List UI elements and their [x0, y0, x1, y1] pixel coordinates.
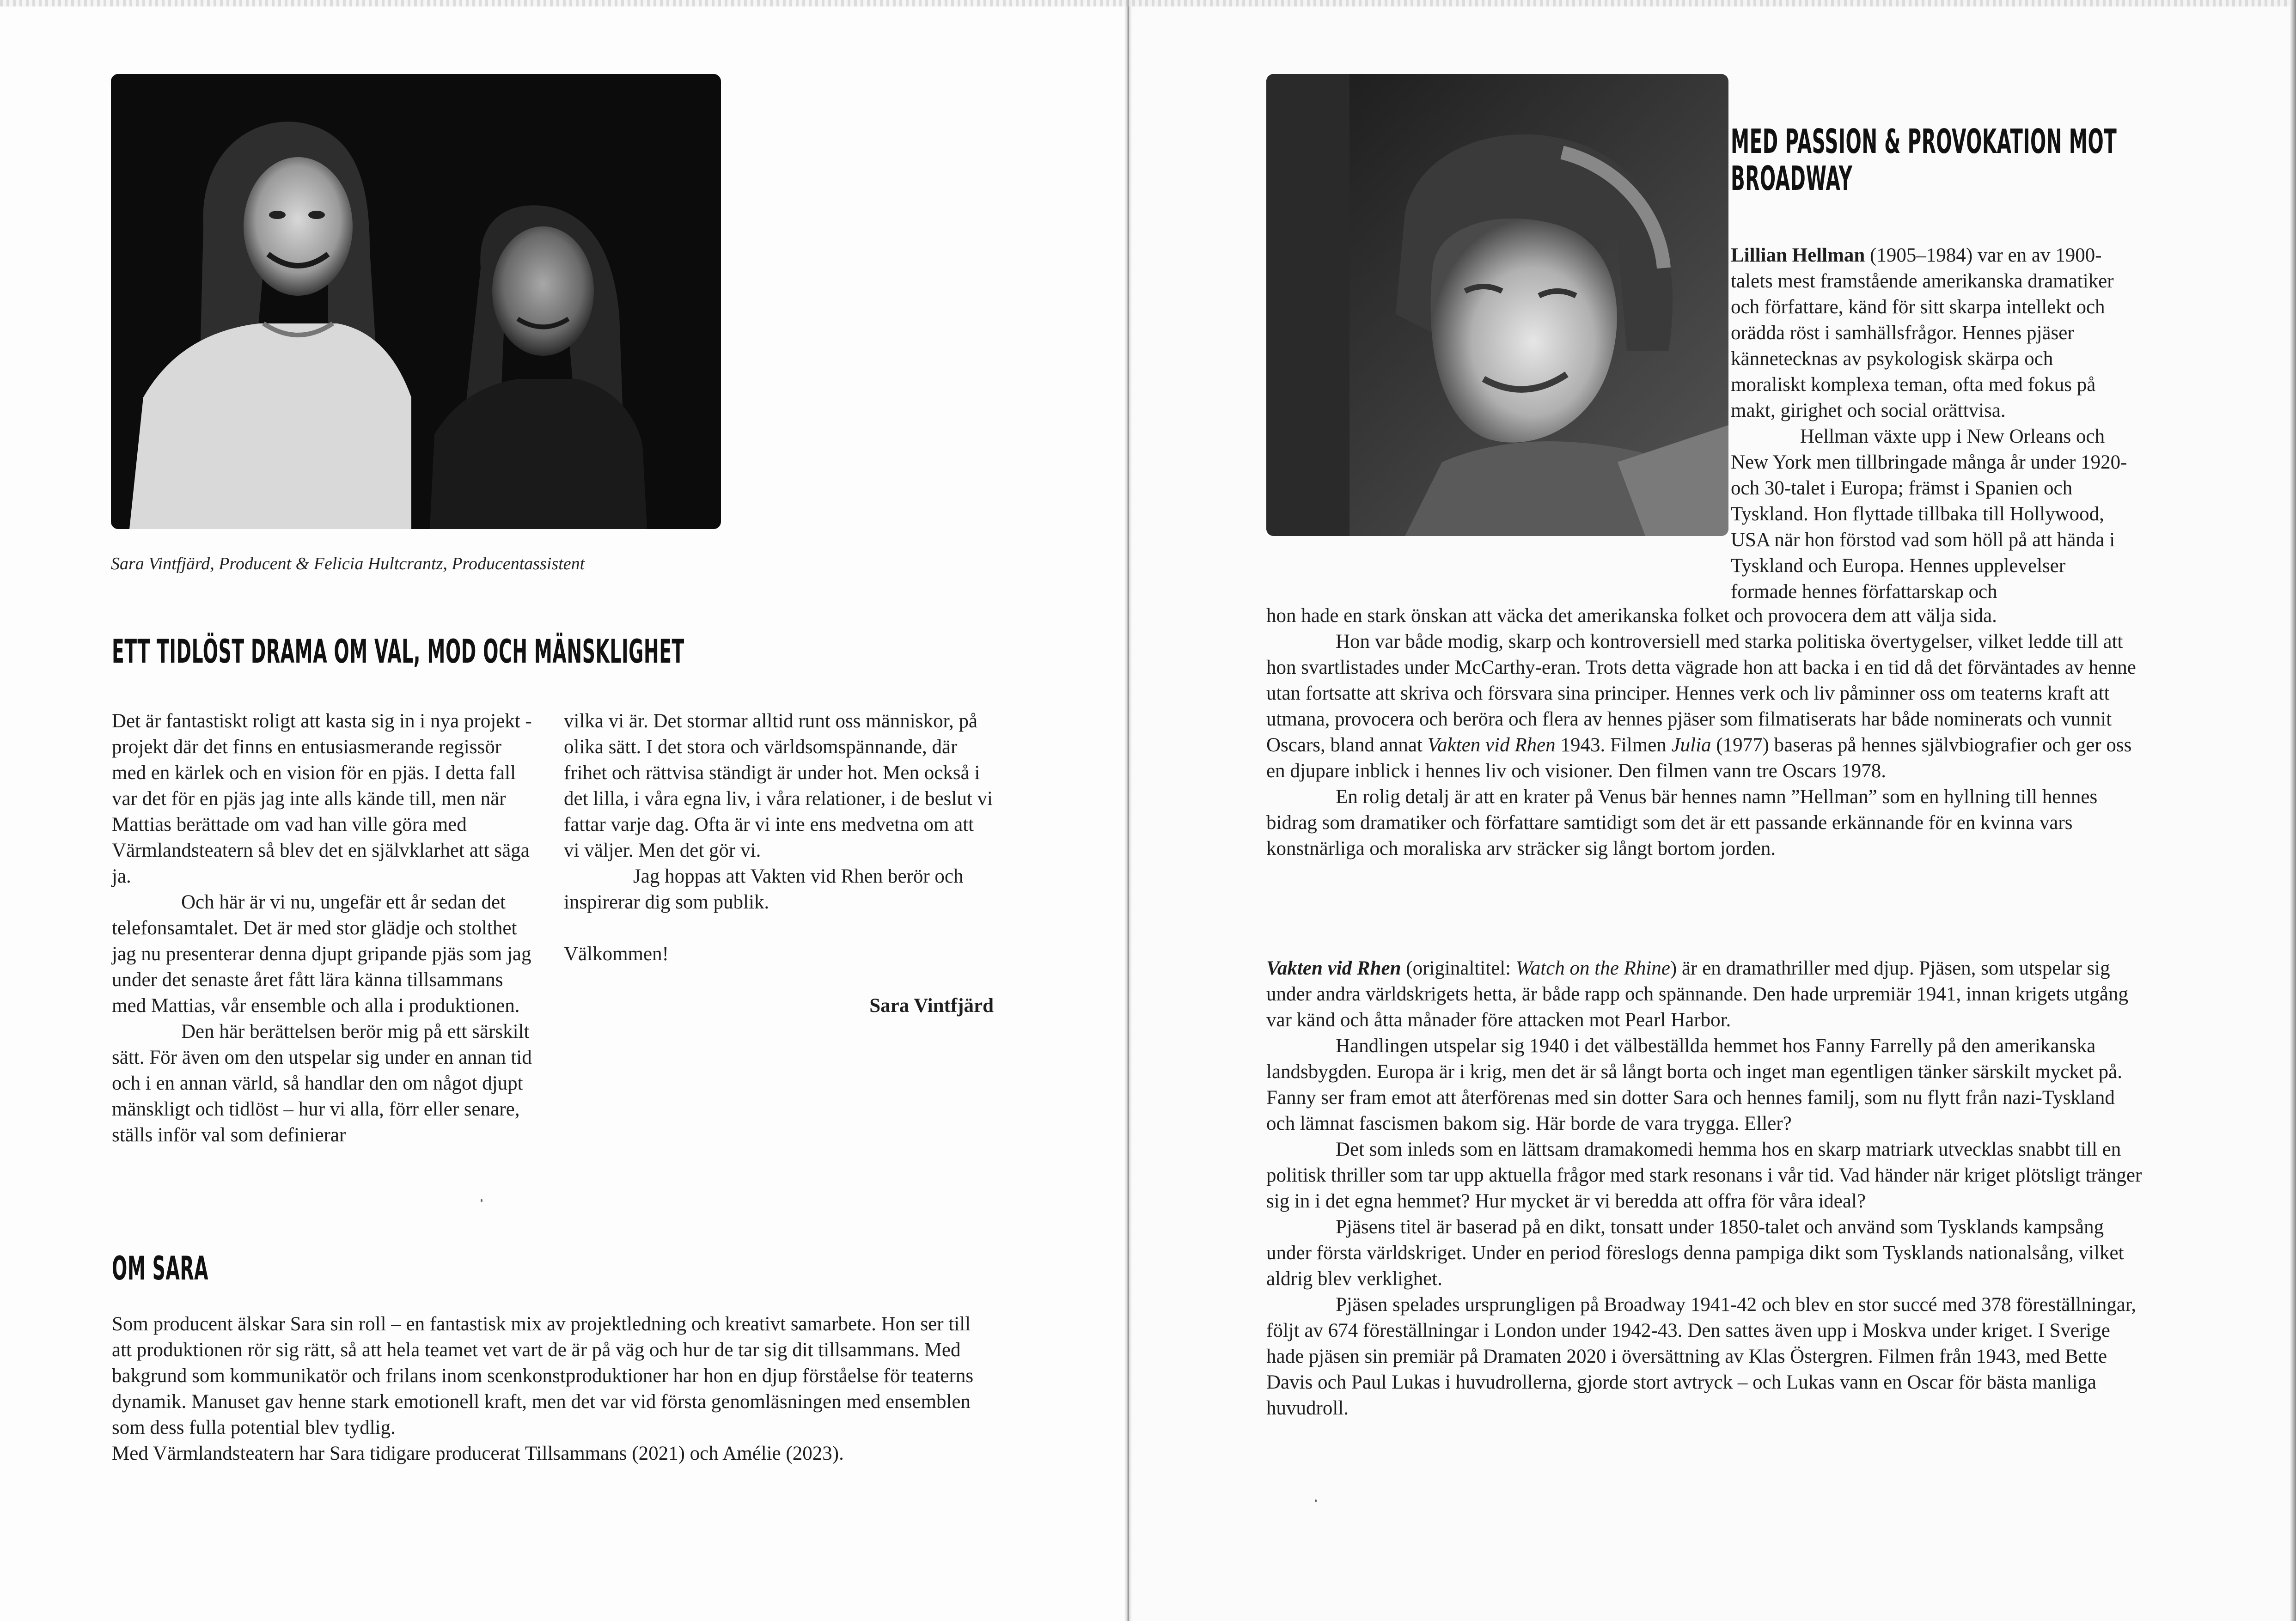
paragraph: Vakten vid Rhen (originaltitel: Watch on the Rhine) är en dramathriller med djup. Pjäsen, som utspelar sig under andra världskrigets hetta, är både rapp och spännande. Den hade urpremiär 1941, innan krigets utgång var känd och åtta månader före attacken mot Pearl Harbor. [1266, 957, 2129, 1031]
author-name: Lillian Hellman [1731, 244, 1865, 266]
paragraph: hon hade en stark önskan att väcka det amerikanska folket och provocera dem att välja sida. [1266, 605, 1997, 627]
paragraph: Och här är vi nu, ungefär ett år sedan det telefonsamtalet. Det är med stor glädje och stolthet jag nu presenterar denna djupt gripande pjäs som jag under det senaste året fått lära känna tillsammans med Mattias, vår ensemble och alla i produktionen. [112, 891, 531, 1017]
paragraph: Hellman växte upp i New Orleans och New York men tillbringade många år under 1920- och 30-talet i Europa; främst i Spanien och Tyskland. Hon flyttade tillbaka till Hollywood, USA när hon förstod vad som höll på att hända i Tyskland och Europa. Hennes upplevelser formade hennes författarskap och [1731, 426, 2127, 603]
heading-line: MED PASSION & PROVOKATION MOT [1731, 122, 2117, 161]
section-heading-om-sara: OM SARA [112, 1249, 208, 1287]
heading-line: BROADWAY [1731, 159, 1853, 198]
play-description [1266, 956, 2144, 1421]
scan-speck [481, 1199, 482, 1202]
paragraph: vilka vi är. Det stormar alltid runt oss människor, på olika sätt. I det stora och världsomspännande, där frihet och rättvisa ständigt är under hot. Men också i det lilla, i våra egna liv, i våra relationer, i de beslut vi fattar varje dag. Ofta är vi inte ens medvetna om att vi väljer. Men det gör vi. [564, 710, 993, 861]
book-gutter [1124, 0, 1132, 1621]
hellman-bio-full [1266, 603, 2144, 862]
paragraph: Pjäsens titel är baserad på en dikt, tonsatt under 1850-talet och använd som Tysklands kampsång under första världskriget. Under en period föreslogs denna pampiga dikt som Tysklands nationalsång, vilket aldrig blev verklighet. [1266, 1216, 2124, 1290]
paragraph: En rolig detalj är att en krater på Venus bär hennes namn ”Hellman” som en hyllning till hennes bidrag som dramatiker och författare samtidigt som det är ett passande erkännande för en kvinna vars konstnärliga och moraliska arv sträcker sig långt bortom jorden. [1266, 786, 2098, 859]
hellman-bio-wrap [1731, 243, 2131, 605]
paragraph: Med Värmlandsteatern har Sara tidigare producerat Tillsammans (2021) och Amélie (2023). [112, 1443, 844, 1464]
hellman-portrait [1266, 74, 1728, 536]
photo-caption: Sara Vintfjärd, Producent & Felicia Hultcrantz, Producentassistent [111, 554, 585, 573]
paragraph: Pjäsen spelades ursprungligen på Broadway 1941-42 och blev en stor succé med 378 föreställningar, följt av 674 föreställningar i London under 1942-43. Den sattes även upp i Moskva under kriget. I Sverige hade pjäsen sin premiär på Dramaten 2020 i översättning av Klas Östergren. Filmen från 1943, med Bette Davis och Paul Lukas i huvudrollerna, gjorde stort avtryck – och Lukas vann en Oscar för bästa manliga huvudroll. [1266, 1294, 2137, 1419]
paragraph: Lillian Hellman (1905–1984) var en av 1900-talets mest framstående amerikanska dramatiker och författare, känd för sitt skarpa intellekt och orädda röst i samhällsfrågor. Hennes pjäser kännetecknas av psykologisk skärpa och moraliskt komplexa teman, ofta med fokus på makt, girighet och social orättvisa. [1731, 244, 2114, 421]
section-heading-drama: ETT TIDLÖST DRAMA OM VAL, MOD OCH MÄNSKLIGHET [112, 633, 684, 670]
producers-photo [111, 74, 721, 529]
signature: Sara Vintfjärd [869, 995, 994, 1017]
intro-column-2 [564, 708, 994, 1019]
scan-edge [0, 0, 2296, 6]
welcome-line: Välkommen! [564, 943, 669, 965]
paragraph: Det är fantastiskt roligt att kasta sig in i nya projekt - projekt där det finns en entusiasmerande regissör med en kärlek och en vision för en pjäs. I detta fall var det för en pjäs jag inte alls kände till, men när Mattias berättade om vad han ville göra med Värmlandsteatern så blev det en självklarhet att säga ja. [112, 710, 532, 887]
paragraph: Handlingen utspelar sig 1940 i det välbeställda hemmet hos Fanny Farrelly på den amerikanska landsbygden. Europa är i krig, men det är så långt borta och inget man egentligen tänker särskilt mycket på. Fanny ser fram emot att återförenas med sin dotter Sara och hennes familj, som nu flytt från nazi-Tyskland och lämnat fascismen bakom sig. Här borde de vara trygga. Eller? [1266, 1035, 2123, 1134]
scan-speck [1315, 1499, 1317, 1502]
paragraph: Hon var både modig, skarp och kontroversiell med starka politiska övertygelser, vilket ledde till att hon svartlistades under McCarthy-eran. Trots detta vägrade hon att backa i en tid då det förväntades av henne utan fortsatte att skriva och försvara sina principer. Hennes verk och liv påminner oss om teaterns kraft att utmana, provocera och beröra och flera av hennes pjäser som filmatiserats har både nominerats och vunnit Oscars, bland annat Vakten vid Rhen 1943. Filmen Julia (1977) baseras på hennes självbiografier och ger oss en djupare inblick i hennes liv och visioner. Den filmen vann tre Oscars 1978. [1266, 631, 2136, 782]
scan-edge-right [2290, 0, 2296, 1621]
intro-column-1 [112, 708, 537, 1148]
play-title: Vakten vid Rhen [1266, 957, 1401, 979]
paragraph: Det som inleds som en lättsam dramakomedi hemma hos en skarp matriark utvecklas snabbt till en politisk thriller som tar upp aktuella frågor med stark resonans i vår tid. Vad händer när kriget plötsligt tränger sig in i det egna hemmet? Hur mycket är vi beredda att offra för våra ideal? [1266, 1139, 2142, 1212]
om-sara-text [112, 1311, 981, 1467]
paragraph: Den här berättelsen berör mig på ett särskilt sätt. För även om den utspelar sig under en annan tid och i en annan värld, så handlar den om något djupt mänskligt och tidlöst – hur vi alla, förr eller senare, ställs inför val som definierar [112, 1021, 532, 1146]
paragraph: Jag hoppas att Vakten vid Rhen berör och inspirerar dig som publik. [564, 865, 964, 913]
paragraph: Som producent älskar Sara sin roll – en fantastisk mix av projektledning och kreativt samarbete. Hon ser till att produktionen rör sig rätt, så att hela teamet vet vart de är på väg och hur de tar sig dit tillsammans. Med bakgrund som kommunikatör och frilans inom scenkonstproduktioner har hon en djup förståelse för teaterns dynamik. Manuset gav henne stark emotionell kraft, men det var vid första genomläsningen med ensemblen som dess fulla potential blev tydlig. [112, 1313, 974, 1438]
